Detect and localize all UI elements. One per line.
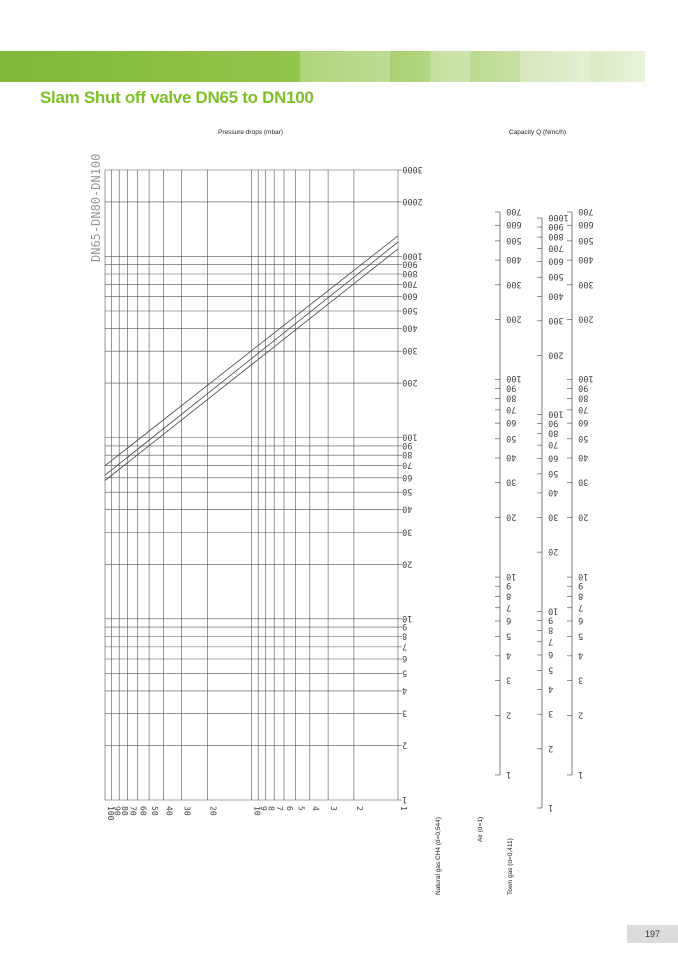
gas-scale-label: 600 <box>548 255 564 266</box>
gas-scale-label: 20 <box>548 546 559 557</box>
gas-scale-label: 7 <box>506 601 512 612</box>
x-tick-label: 4 <box>310 806 320 811</box>
x-tick-label: 6 <box>285 806 295 811</box>
gas-scale-label: 300 <box>578 278 594 289</box>
gas-scale-label: 4 <box>506 649 512 660</box>
gas-scale-label: 80 <box>548 427 559 438</box>
gas-scale-label: 50 <box>506 432 517 443</box>
gas-scale-label: 6 <box>578 615 584 626</box>
gas-scale-label: 20 <box>578 511 589 522</box>
gas-scale-label: 300 <box>548 314 564 325</box>
y-tick-label: 30 <box>402 526 413 537</box>
gas-scale-label: 40 <box>548 486 559 497</box>
y-tick-label: 200 <box>402 377 418 388</box>
gas-scale-label: 8 <box>506 590 512 601</box>
y-tick-label: 3 <box>402 707 408 718</box>
y-tick-label: 5 <box>402 667 408 678</box>
gas-scale-label: 700 <box>506 206 522 216</box>
gas-scale-label: 500 <box>548 271 564 282</box>
gas-scale-label: 80 <box>506 392 517 403</box>
gas-scale-label: 100 <box>578 373 594 384</box>
gas-scale-label: 8 <box>548 624 554 635</box>
gas-scale-label: 60 <box>506 417 517 428</box>
x-tick-label: 10 <box>252 806 262 816</box>
y-axis-label: Pressure drops (mbar) <box>218 129 284 136</box>
gas-scale-label: 4 <box>578 649 584 660</box>
y-tick-label: 6 <box>402 653 408 664</box>
y-tick-label: 7 <box>402 640 408 651</box>
gas-scale-label: 800 <box>548 231 564 242</box>
gas-scale-label: 10 <box>578 571 589 582</box>
gas-scale-label: 50 <box>578 432 589 443</box>
gas-scale-label: 30 <box>506 476 517 487</box>
x-tick-label: 8 <box>266 806 276 811</box>
gas-scale-label: 1 <box>578 769 584 779</box>
y-tick-label: 800 <box>402 268 418 279</box>
x-tick-label: 50 <box>150 806 160 816</box>
page-number: 197 <box>627 925 678 943</box>
x-axis-label: Capacity Q (Nmc/h) <box>509 129 567 136</box>
gas-scale-label: 60 <box>548 452 559 463</box>
gas-scale-label: 700 <box>548 242 564 253</box>
y-tick-label: 20 <box>402 558 413 569</box>
gas-scale-label: 10 <box>506 571 517 582</box>
y-tick-label: 900 <box>402 258 418 269</box>
gas-scale-label: 3 <box>578 674 584 685</box>
gas-scale-label: 40 <box>506 451 517 462</box>
gas-scale-label: 3 <box>548 708 554 719</box>
y-tick-label: 1 <box>402 794 408 804</box>
y-tick-label: 300 <box>402 345 418 356</box>
gas-scale-label: 100 <box>548 408 564 419</box>
x-tick-label: 40 <box>164 806 174 816</box>
gas-scale-label: 700 <box>578 206 594 216</box>
gas-scale-label: 80 <box>578 392 589 403</box>
x-tick-label: 100 <box>106 806 115 821</box>
x-tick-label: 2 <box>354 806 364 811</box>
gas-scale-label: 300 <box>506 278 522 289</box>
gas-scale-label: 400 <box>578 254 594 265</box>
y-tick-label: 100 <box>402 431 418 442</box>
y-tick-label: 50 <box>402 486 413 497</box>
y-tick-label: 9 <box>402 621 408 632</box>
gas-scale-label: 8 <box>578 590 584 601</box>
gas-scale-label: 200 <box>578 313 594 324</box>
page-title: Slam Shut off valve DN65 to DN100 <box>40 88 314 107</box>
gas-scale-label: 200 <box>506 313 522 324</box>
gas-scale-label: 900 <box>548 220 564 231</box>
y-tick-label: 1000 <box>402 250 423 261</box>
gas-scale-label: 30 <box>548 511 559 522</box>
gas-scale-label: 6 <box>548 648 554 659</box>
x-tick-label: 20 <box>208 806 218 816</box>
gas-scale-label: 70 <box>578 403 589 414</box>
y-tick-label: 2 <box>402 739 408 750</box>
gas-scale-label: 9 <box>578 580 584 591</box>
gas-scale-label: 5 <box>548 664 554 675</box>
gas-scale-label: 500 <box>578 234 594 245</box>
gas-scale-label: 10 <box>548 605 559 616</box>
gas-scale-label: 5 <box>578 630 584 641</box>
gas-scale-name: Natural gas CH4 (d=0,544) <box>435 817 442 895</box>
gas-scale-label: 2 <box>548 742 554 753</box>
gas-scale-label: 50 <box>548 467 559 478</box>
y-tick-label: 80 <box>402 449 413 460</box>
y-tick-label: 700 <box>402 278 418 289</box>
gas-scale-label: 5 <box>506 630 512 641</box>
y-tick-label: 4 <box>402 684 408 695</box>
y-tick-label: 400 <box>402 322 418 333</box>
gas-scale-label: 600 <box>578 219 594 230</box>
gas-scale-label: 90 <box>548 417 559 428</box>
y-tick-label: 2000 <box>402 195 423 206</box>
gas-scale-label: 1000 <box>548 212 569 222</box>
series-label: DN65-DN80-DN100 <box>89 153 103 262</box>
gas-scale-label: 7 <box>548 635 554 646</box>
x-tick-label: 30 <box>182 806 192 816</box>
gas-scale-name: Air (d=1) <box>477 816 484 842</box>
gas-scale-label: 100 <box>506 373 522 384</box>
gas-scale-label: 3 <box>506 674 512 685</box>
gas-scale-label: 9 <box>506 580 512 591</box>
gas-scale-label: 90 <box>506 382 517 393</box>
y-tick-label: 3000 <box>402 164 423 174</box>
gas-scale-label: 70 <box>506 403 517 414</box>
y-tick-label: 60 <box>402 471 413 482</box>
gas-scale-label: 4 <box>548 683 554 694</box>
gas-scale-label: 1 <box>506 769 512 779</box>
gas-scale-label: 90 <box>578 382 589 393</box>
gas-scale-label: 1 <box>548 802 554 812</box>
x-tick-label: 60 <box>138 806 148 816</box>
gas-scale-label: 7 <box>578 601 584 612</box>
x-tick-label: 9 <box>259 806 269 811</box>
gas-scale-label: 70 <box>548 439 559 450</box>
x-tick-label: 90 <box>112 806 122 816</box>
gas-scale-label: 6 <box>506 615 512 626</box>
x-tick-label: 1 <box>399 806 408 811</box>
x-tick-label: 80 <box>120 806 130 816</box>
gas-scale-label: 400 <box>506 254 522 265</box>
gas-scale-label: 2 <box>506 709 512 720</box>
gas-scale-label: 500 <box>506 234 522 245</box>
gas-scale-label: 60 <box>578 417 589 428</box>
x-tick-label: 5 <box>296 806 306 811</box>
gas-scale-label: 2 <box>578 709 584 720</box>
x-tick-label: 3 <box>329 806 339 811</box>
gas-scale-label: 40 <box>578 451 589 462</box>
y-tick-label: 500 <box>402 304 418 315</box>
y-tick-label: 8 <box>402 630 408 641</box>
y-tick-label: 600 <box>402 290 418 301</box>
gas-scale-label: 600 <box>506 219 522 230</box>
gas-scale-label: 9 <box>548 614 554 625</box>
y-tick-label: 70 <box>402 459 413 470</box>
y-tick-label: 10 <box>402 612 413 623</box>
gas-scale-label: 200 <box>548 349 564 360</box>
x-tick-label: 7 <box>275 806 285 811</box>
x-tick-label: 70 <box>128 806 138 816</box>
gas-scale-label: 20 <box>506 511 517 522</box>
gas-scale-name: Town gas (d=0,411) <box>507 838 514 895</box>
gas-scale-label: 30 <box>578 476 589 487</box>
y-tick-label: 40 <box>402 503 413 514</box>
y-tick-label: 90 <box>402 439 413 450</box>
gas-scale-label: 400 <box>548 290 564 301</box>
